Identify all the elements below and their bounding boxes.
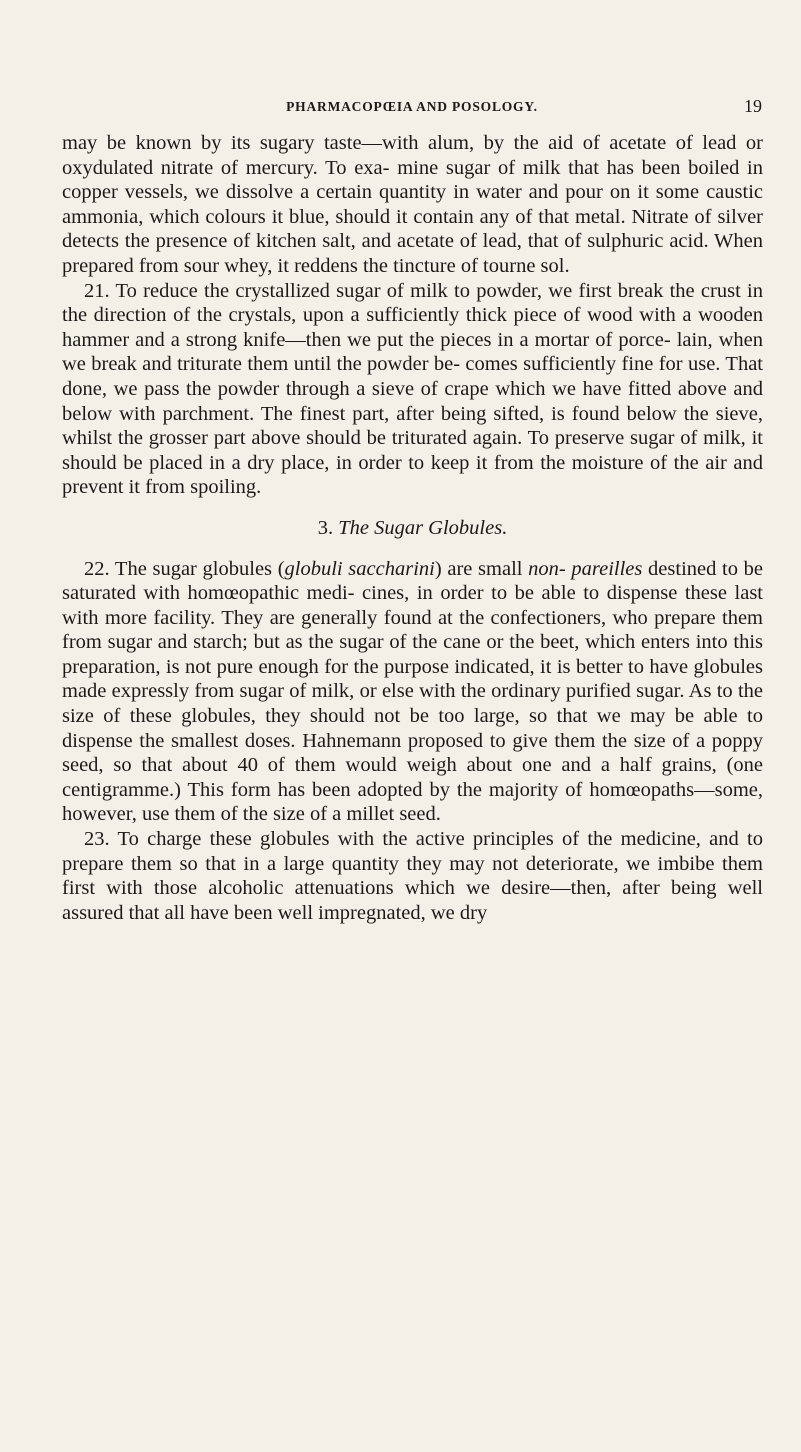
body-text: [62, 131, 763, 925]
paragraph-continued: may be known by its sugary taste—with alum, by the aid of acetate of lead or oxydulated nitrate of mercury. To exa- mine sugar of milk that has been boiled in copper vessels, we dissolve a certain quantity in water and pour on it some caustic ammonia, which colours it blue, should it contain any of that metal. Nitrate of silver detects the presence of kitchen salt, and acetate of lead, that of sulphuric acid. When prepared from sour whey, it reddens the tincture of tourne sol.: [62, 132, 763, 277]
section-title: The Sugar Globules.: [338, 516, 508, 539]
paragraph-23: 23. To charge these globules with the active principles of the medicine, and to prepare them so that in a large quantity they may not deteriorate, we imbibe them first with those alcoholic attenuations which we desire—then, after being well assured that all have been well impregnated, we dry: [62, 828, 763, 924]
paragraph-22-start: 22. The sugar globules (: [84, 557, 285, 580]
latin-term: globuli saccharini: [284, 557, 435, 580]
italic-term: non- pareilles: [528, 557, 643, 580]
paragraph-22-rest: destined to be saturated with homœopathic medi- cines, in order to be able to dispense these last with more facility. They are generally found at the confectioners, who prepare them from sugar and starch; but as the sugar of the cane or the beet, which enters into this preparation, is not pure enough for the purpose indicated, it is better to have globules made expressly from sugar of milk, or else with the ordinary purified sugar. As to the size of these globules, they should not be too large, so that we may be able to dispense the smallest doses. Hahnemann proposed to give them the size of a poppy seed, so that about 40 of them would weigh about one and a half grains, (one centigramme.) This form has been adopted by the majority of homœopaths—some, however, use them of the size of a millet seed.: [62, 557, 764, 826]
paragraph-22: [62, 557, 763, 828]
running-header: [62, 96, 762, 121]
page-number: 19: [744, 96, 762, 116]
header-title: PHARMACOPŒIA AND POSOLOGY.: [286, 99, 538, 114]
section-heading: [62, 516, 763, 541]
section-number: 3.: [317, 516, 334, 539]
paragraph-22-mid: ) are small: [434, 557, 529, 580]
paragraph-21: 21. To reduce the crystallized sugar of milk to powder, we first break the crust in the direction of the crystals, upon a sufficiently thick piece of wood with a wooden hammer and a strong knife—then we put the pieces in a mortar of porce- lain, when we break and triturate them until the powder be- comes sufficiently fine for use. That done, we pass the powder through a sieve of crape which we have fitted above and below with parchment. The finest part, after being sifted, is found below the sieve, whilst the grosser part above should be triturated again. To preserve sugar of milk, it should be placed in a dry place, in order to keep it from the moisture of the air and prevent it from spoiling.: [62, 279, 763, 499]
